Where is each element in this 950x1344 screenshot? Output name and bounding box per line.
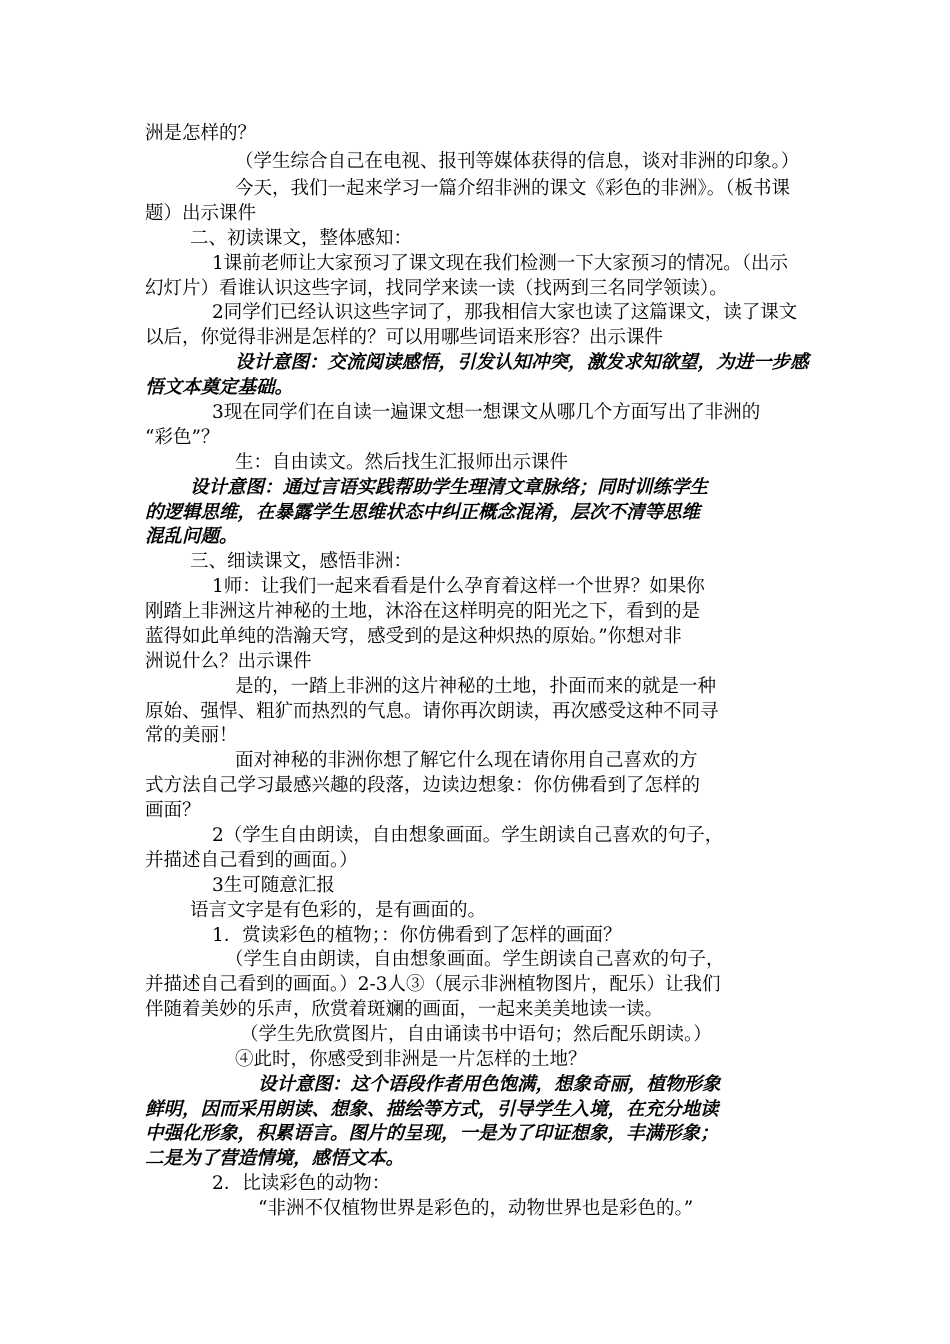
text-line: 幻灯片）看谁认识这些字词，找同学来读一读（找两到三名同学领读）。 [145,278,728,299]
design-intent-line: 设计意图：这个语段作者用色饱满，想象奇丽，植物形象 [258,1074,721,1095]
text-line: 并描述自己看到的画面。）2-3人③（展示非洲植物图片，配乐）让我们 [145,974,721,995]
text-line: 面对神秘的非洲你想了解它什么现在请你用自己喜欢的方 [235,750,698,771]
design-intent-line: 混乱问题。 [145,526,238,547]
design-intent-line: 中强化形象，积累语言。图片的呈现，一是为了印证想象，丰满形象； [145,1123,719,1144]
text-line: 原始、强悍、粗犷而热烈的气息。请你再次朗读，再次感受这种不同寻 [145,701,719,722]
text-line: 今天，我们一起来学习一篇介绍非洲的课文《彩色的非洲》。（板书课 [235,178,791,199]
text-line: 伴随着美妙的乐声，欣赏着斑斓的画面，一起来美美地读一读。 [145,999,664,1020]
text-line: 1．赏读彩色的植物；：你仿佛看到了怎样的画面？ [212,925,622,946]
text-line: 洲是怎样的？ [145,123,257,144]
text-line: 3现在同学们在自读一遍课文想一想课文从哪几个方面写出了非洲的 [212,402,761,423]
text-line: ④此时，你感受到非洲是一片怎样的土地？ [235,1049,587,1070]
text-line: “彩色”？ [145,427,220,448]
text-line: （学生先欣赏图片，自由诵读书中语句；然后配乐朗读。） [240,1024,712,1045]
text-line: 2（学生自由朗读，自由想象画面。学生朗读自己喜欢的句子， [212,825,724,846]
design-intent-line: 悟文本奠定基础。 [145,377,294,398]
text-line: （学生综合自己在电视、报刊等媒体获得的信息，谈对非洲的印象。） [235,151,800,172]
text-line: 洲说什么？出示课件 [145,651,312,672]
design-intent-line: 二是为了营造情境，感悟文本。 [145,1148,405,1169]
text-line: 3生可随意汇报 [212,875,335,896]
text-line: 2同学们已经认识这些字词了，那我相信大家也读了这篇课文，读了课文 [212,302,798,323]
text-line: 并描述自己看到的画面。） [145,850,358,871]
text-line: 画面？ [145,800,201,821]
section-heading: 三、细读课文，感悟非洲： [190,551,413,572]
text-line: 刚踏上非洲这片神秘的土地，沐浴在这样明亮的阳光之下，看到的是 [145,601,701,622]
text-line: 蓝得如此单纯的浩瀚天穹，感受到的是这种炽热的原始。”你想对非 [145,626,682,647]
text-line: 语言文字是有色彩的，是有画面的。 [190,900,487,921]
design-intent-line: 的逻辑思维，在暴露学生思维状态中纠正概念混淆，层次不清等思维 [145,502,701,523]
section-heading: 二、初读课文，整体感知： [190,228,413,249]
design-intent-line: 鲜明，因而采用朗读、想象、描绘等方式，引导学生入境，在充分地读 [145,1099,719,1120]
text-line: 1课前老师让大家预习了课文现在我们检测一下大家预习的情况。（出示 [212,253,789,274]
design-intent-line: 设计意图：通过言语实践帮助学生理清文章脉络；同时训练学生 [190,477,709,498]
text-line: 常的美丽！ [145,725,238,746]
text-line: 2．比读彩色的动物： [212,1173,391,1194]
text-line: 式方法自己学习最感兴趣的段落，边读边想象：你仿佛看到了怎样的 [145,775,701,796]
text-line: （学生自由朗读，自由想象画面。学生朗读自己喜欢的句子， [225,949,725,970]
design-intent-line: 设计意图：交流阅读感悟，引发认知冲突，激发求知欲望，为进一步感 [235,352,809,373]
text-line: 以后，你觉得非洲是怎样的？可以用哪些词语来形容？出示课件 [145,327,664,348]
text-line: 生：自由读文。然后找生汇报师出示课件 [235,452,569,473]
text-line: 是的，一踏上非洲的这片神秘的土地，扑面而来的就是一种 [235,676,717,697]
text-line: “非洲不仅植物世界是彩色的，动物世界也是彩色的。” [258,1198,694,1219]
text-line: 1师：让我们一起来看看是什么孕育着这样一个世界？如果你 [212,576,705,597]
text-line: 题）出示课件 [145,203,257,224]
